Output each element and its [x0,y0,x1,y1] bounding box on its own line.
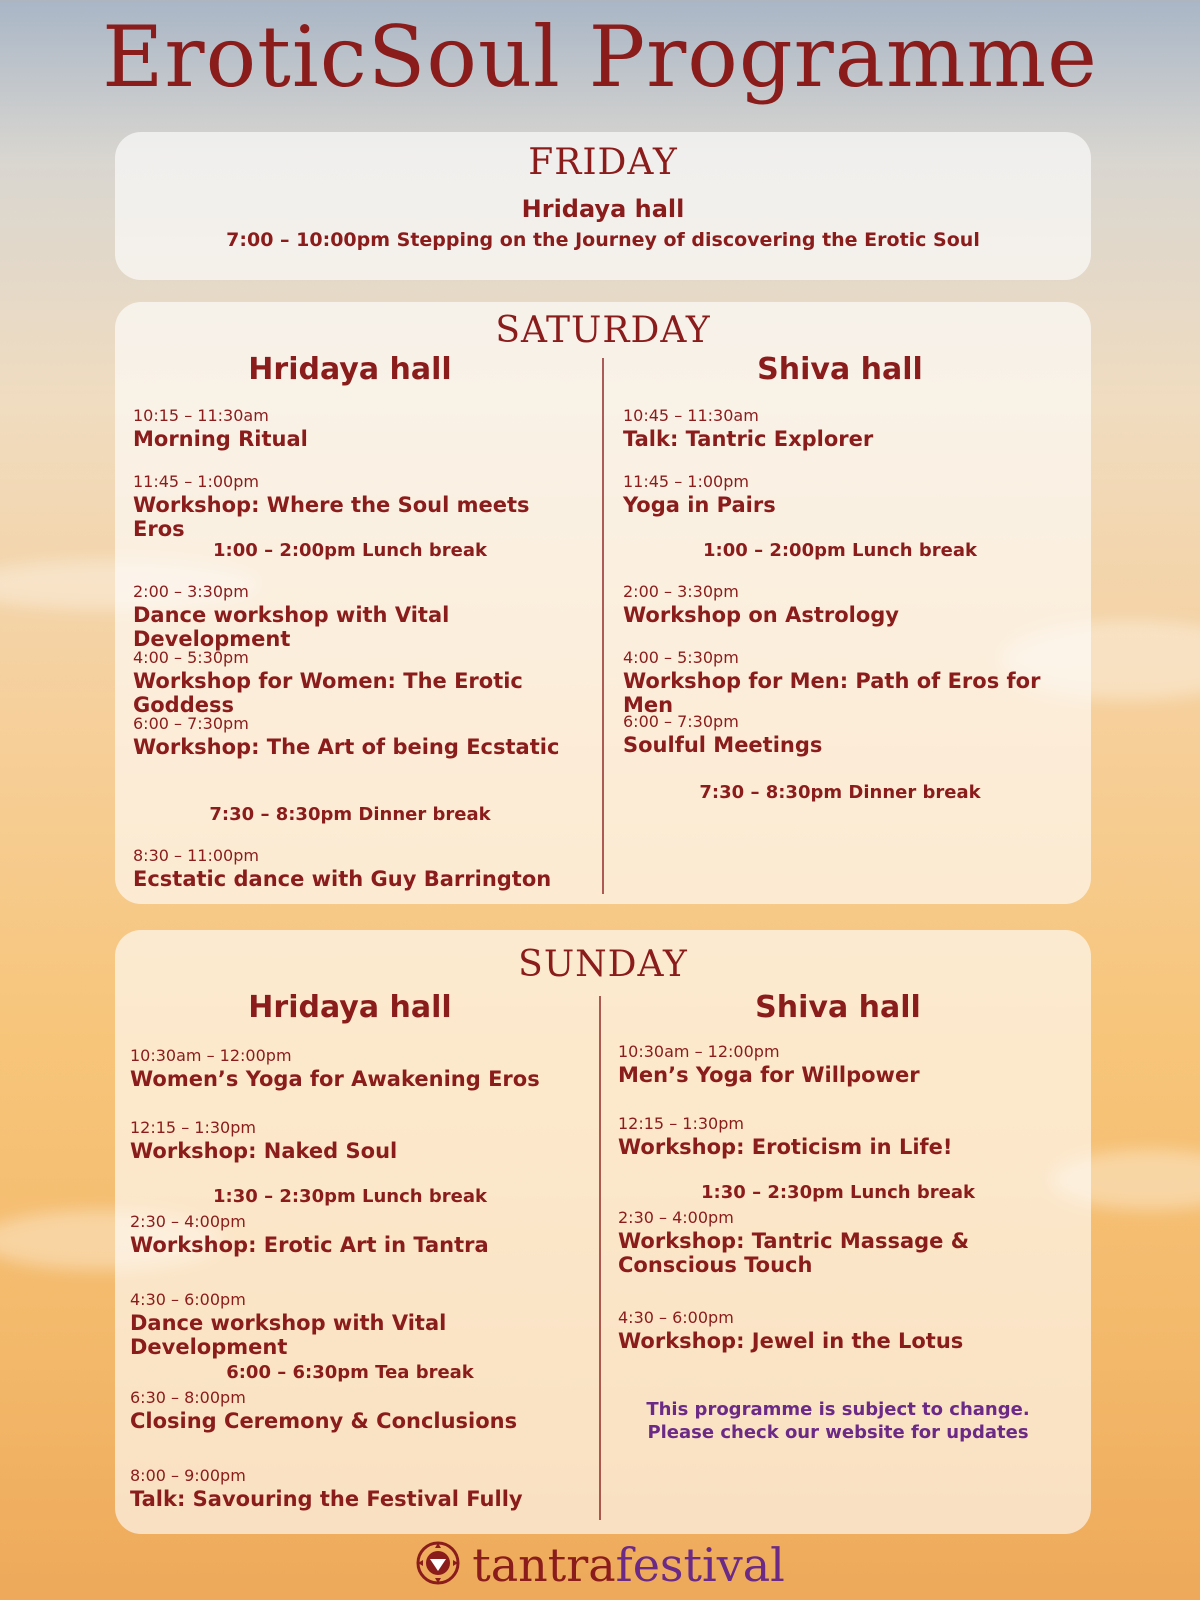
schedule-item [133,582,585,651]
event-name: Talk: Savouring the Festival Fully [130,1487,523,1511]
schedule-item [130,1388,517,1433]
schedule-item [623,472,776,517]
saturday-card [115,302,1091,904]
event-time: 10:45 – 11:30am [623,406,759,425]
schedule-item [130,1046,540,1091]
event-time: 6:00 – 7:30pm [623,712,739,731]
hall-title: Shiva hall [757,352,923,387]
event-time: 2:30 – 4:00pm [618,1208,734,1227]
event-time: 4:00 – 5:30pm [133,648,249,667]
event-name: Workshop: Tantric Massage & Conscious Touch [618,1229,970,1277]
event-name: Workshop on Astrology [623,603,899,627]
logo-text-festival: festival [615,1538,785,1592]
event-time: 4:30 – 6:00pm [618,1308,734,1327]
event-time: 12:15 – 1:30pm [130,1118,256,1137]
break-note: 1:00 – 2:00pm Lunch break [213,540,487,561]
event-time: 4:00 – 5:30pm [623,648,739,667]
schedule-item [618,1042,920,1087]
schedule-item [130,1118,397,1163]
event-time: 6:30 – 8:00pm [130,1388,246,1407]
break-note: 1:30 – 2:30pm Lunch break [213,1186,487,1207]
event-name: Workshop: Eroticism in Life! [618,1135,953,1159]
hall-title: Hridaya hall [248,990,452,1025]
schedule-item [618,1114,952,1159]
break-note: 1:00 – 2:00pm Lunch break [703,540,977,561]
schedule-item [623,712,822,757]
event-name: Talk: Tantric Explorer [623,427,874,451]
event-time: 8:00 – 9:00pm [130,1466,246,1485]
notice-text [603,1398,1073,1444]
event-time: 11:45 – 1:00pm [623,472,749,491]
event-time: 2:30 – 4:00pm [130,1212,246,1231]
schedule-item [133,714,559,759]
event-name: Soulful Meetings [623,733,823,757]
event-time: 10:30am – 12:00pm [130,1046,292,1065]
event-name: Dance workshop with Vital Development [133,603,450,651]
event-time: 2:00 – 3:30pm [133,582,249,601]
schedule-item [133,406,308,451]
event-name: Workshop: Where the Soul meets Eros [133,493,530,541]
event-name: Men’s Yoga for Willpower [618,1063,920,1087]
event-name: Dance workshop with Vital Development [130,1311,447,1359]
hall-title: Hridaya hall [248,352,452,387]
event-time: 12:15 – 1:30pm [618,1114,744,1133]
schedule-item [623,582,899,627]
schedule-item [618,1308,963,1353]
event-time: 10:15 – 11:30am [133,406,269,425]
friday-card [115,132,1091,280]
schedule-item [130,1466,523,1511]
event-time: 11:45 – 1:00pm [133,472,259,491]
break-note: 7:30 – 8:30pm Dinner break [699,782,981,803]
event-name: Morning Ritual [133,427,308,451]
event-name: Workshop: The Art of being Ecstatic [133,735,560,759]
event-name: Workshop: Jewel in the Lotus [618,1329,964,1353]
event-time: 4:30 – 6:00pm [130,1290,246,1309]
break-note: 6:00 – 6:30pm Tea break [226,1362,474,1383]
column-divider [599,996,601,1520]
schedule-item [133,472,585,541]
schedule-item [130,1212,489,1257]
event-time: 8:30 – 11:00pm [133,846,259,865]
logo-text-tantra: tantra [472,1538,616,1592]
saturday-heading: SATURDAY [495,310,711,351]
schedule-item [618,1208,1058,1277]
friday-event: 7:00 – 10:00pm Stepping on the Journey of discovering the Erotic Soul [226,229,980,251]
page-title: EroticSoul Programme [102,8,1098,106]
column-divider [602,358,604,894]
event-name: Workshop: Naked Soul [130,1139,398,1163]
notice-line: Please check our website for updates [647,1422,1029,1443]
notice-line: This programme is subject to change. [646,1399,1030,1420]
break-note: 1:30 – 2:30pm Lunch break [701,1182,975,1203]
friday-heading: FRIDAY [528,142,678,183]
event-name: Ecstatic dance with Guy Barrington [133,867,552,891]
hall-title: Shiva hall [755,990,921,1025]
sunday-card [115,930,1091,1534]
schedule-item [130,1290,585,1359]
sunday-heading: SUNDAY [518,944,688,985]
event-name: Yoga in Pairs [623,493,776,517]
event-time: 10:30am – 12:00pm [618,1042,780,1061]
event-name: Workshop for Women: The Erotic Goddess [133,669,523,717]
event-name: Workshop: Erotic Art in Tantra [130,1233,489,1257]
break-note: 7:30 – 8:30pm Dinner break [209,804,491,825]
schedule-item [623,406,873,451]
event-name: Workshop for Men: Path of Eros for Men [623,669,1041,717]
event-name: Women’s Yoga for Awakening Eros [130,1067,540,1091]
friday-hall: Hridaya hall [521,195,685,223]
schedule-item [133,648,585,717]
event-time: 2:00 – 3:30pm [623,582,739,601]
schedule-item [133,846,551,891]
event-name: Closing Ceremony & Conclusions [130,1409,518,1433]
schedule-item [623,648,1075,717]
lotus-icon [415,1540,461,1590]
tantra-festival-logo [0,1538,1200,1592]
event-time: 6:00 – 7:30pm [133,714,249,733]
